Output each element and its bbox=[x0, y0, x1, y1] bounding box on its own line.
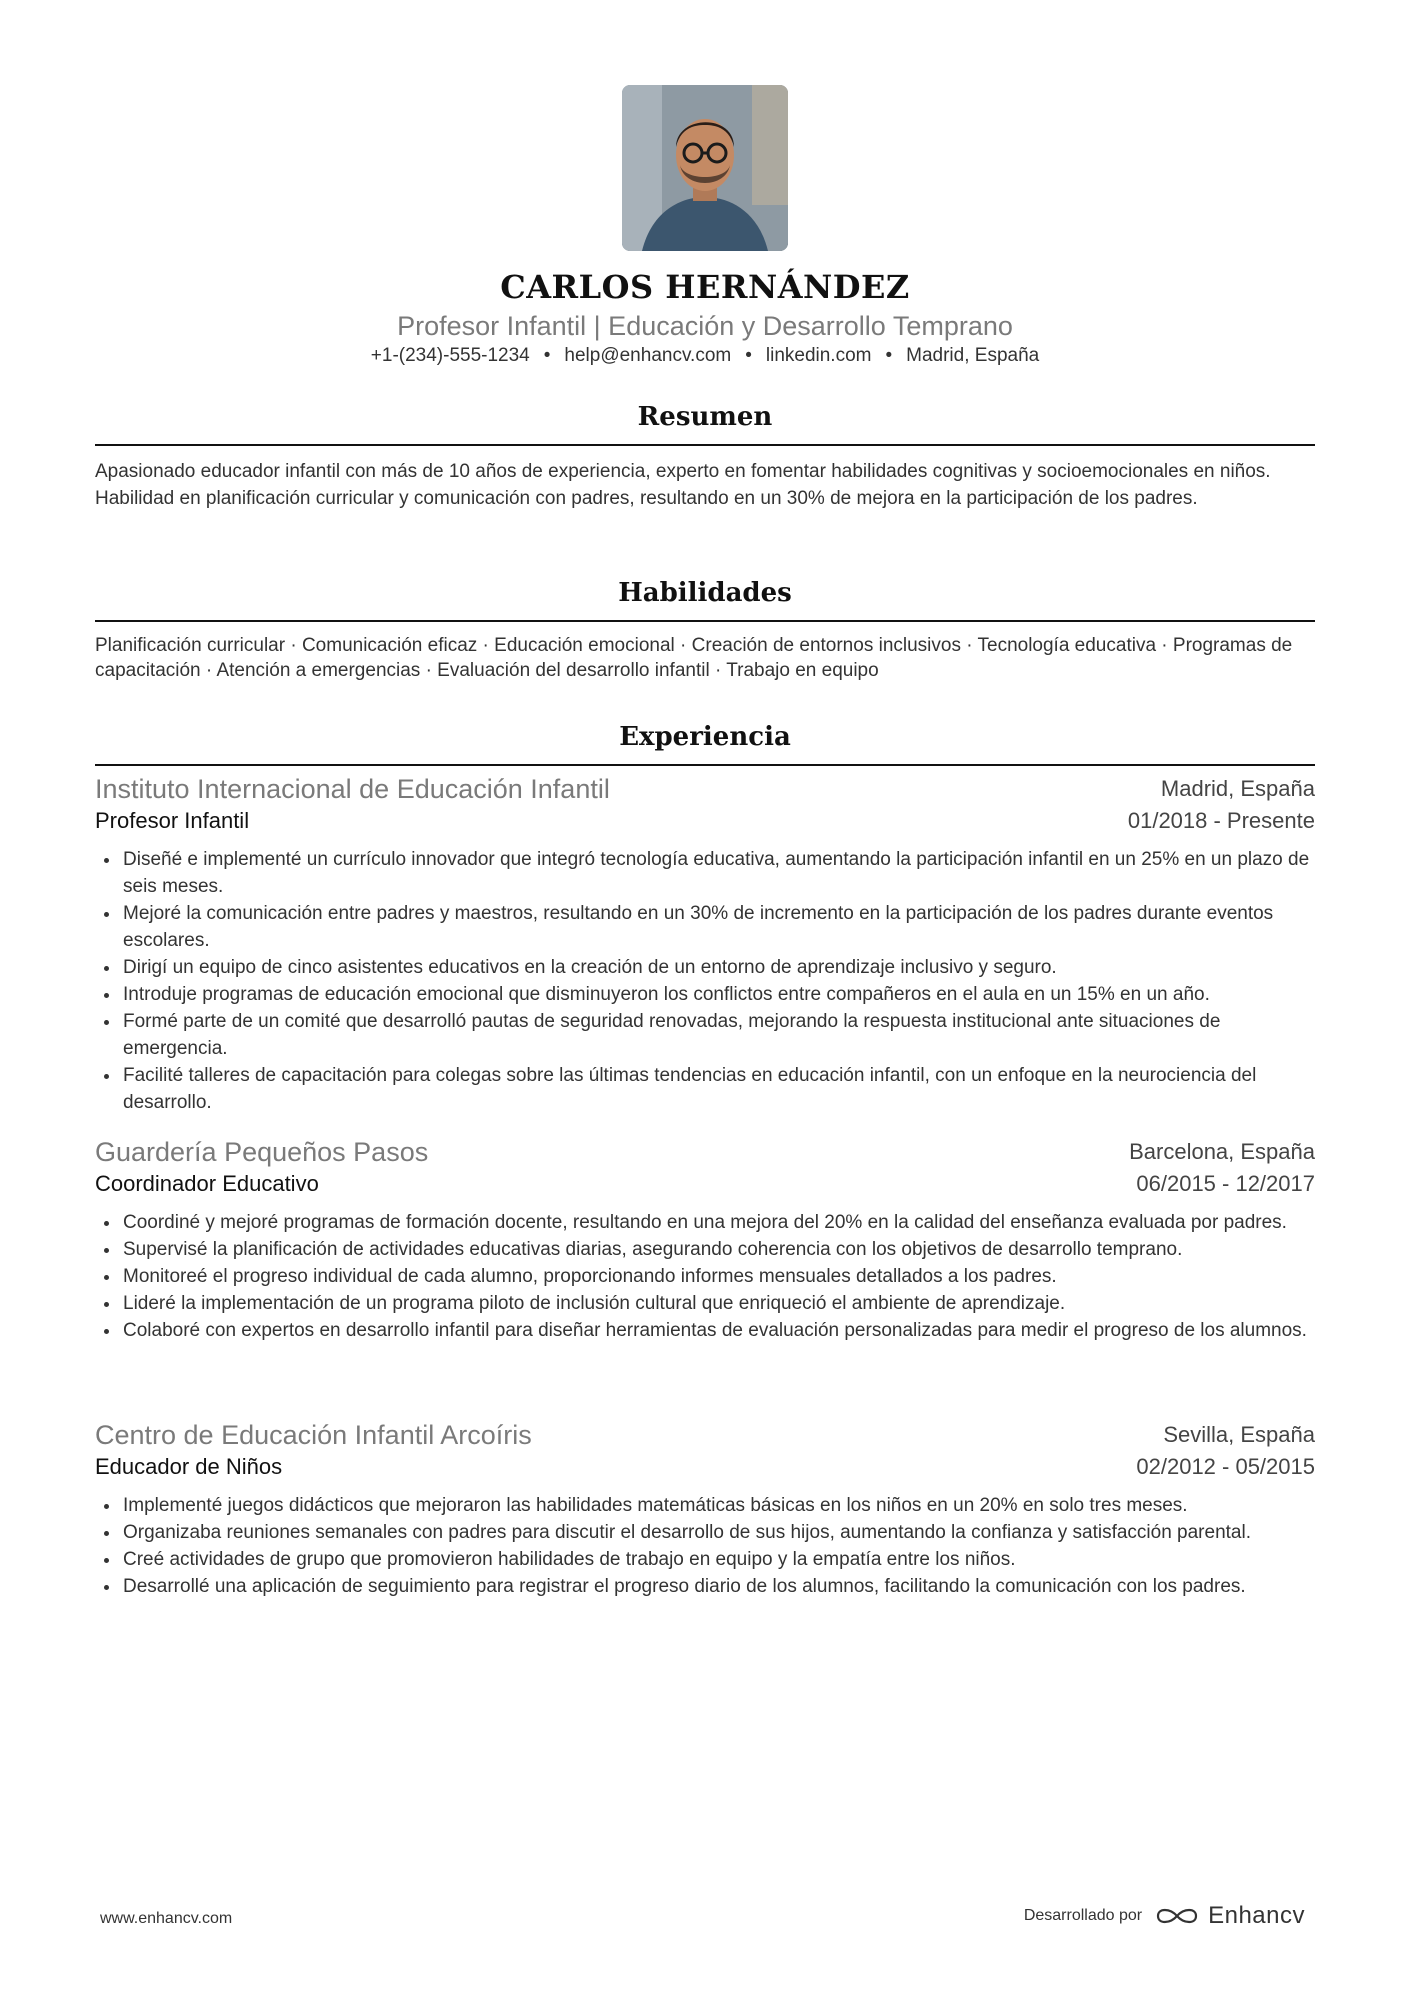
job-bullets bbox=[95, 1209, 1315, 1344]
bullet-item: Desarrollé una aplicación de seguimiento para registrar el progreso diario de los alumnos, facilitando la comunicación con los padres. bbox=[95, 1573, 1315, 1600]
job-bullets bbox=[95, 846, 1315, 1116]
profile-photo bbox=[622, 85, 788, 251]
job-location: Madrid, España bbox=[1160, 776, 1315, 801]
summary-heading: Resumen bbox=[637, 402, 773, 432]
bullet-item: Dirigí un equipo de cinco asistentes educativos en la creación de un entorno de aprendizaje inclusivo y seguro. bbox=[95, 954, 1315, 981]
job-location: Sevilla, España bbox=[1163, 1422, 1315, 1447]
email-link[interactable]: help@enhancv.com bbox=[564, 345, 732, 366]
candidate-headline: Profesor Infantil | Educación y Desarrollo Temprano bbox=[397, 311, 1013, 341]
job-entry bbox=[95, 1420, 1315, 1600]
resume-page bbox=[95, 0, 1315, 1995]
bullet-item: Diseñé e implementé un currículo innovador que integró tecnología educativa, aumentando la participación infantil en un 25% en un plazo de seis meses. bbox=[95, 846, 1315, 900]
enhancv-logo-icon bbox=[1154, 1904, 1200, 1928]
job-dates: 01/2018 - Presente bbox=[1127, 808, 1315, 833]
skills-heading: Habilidades bbox=[618, 578, 792, 608]
bullet-separator: • bbox=[885, 345, 893, 366]
bullet-separator: • bbox=[745, 345, 752, 366]
bullet-item: Supervisé la planificación de actividades educativas diarias, asegurando coherencia con los objetivos de desarrollo temprano. bbox=[95, 1236, 1315, 1263]
bullet-item: Formé parte de un comité que desarrolló pautas de seguridad renovadas, mejorando la respuesta institucional ante situaciones de emergencia. bbox=[95, 1008, 1315, 1062]
bullet-item: Monitoreé el progreso individual de cada alumno, proporcionando informes mensuales detallados a los padres. bbox=[95, 1263, 1315, 1290]
job-company: Instituto Internacional de Educación Infantil bbox=[95, 774, 610, 804]
summary-text: Apasionado educador infantil con más de 10 años de experiencia, experto en fomentar habilidades cognitivas y socioemocionales en niños. Habilidad en planificación curricular y comunicación con padres, resultando en un 30% de mejora en la participación de los padres. bbox=[95, 461, 1271, 509]
summary-divider bbox=[95, 444, 1315, 446]
job-bullets bbox=[95, 1492, 1315, 1600]
skills-list: Planificación curricular · Comunicación eficaz · Educación emocional · Creación de entornos inclusivos · Tecnología educativa · Programas de capacitación · Atención a emergencias · Evaluación del desarrollo infantil · Trabajo en equipo bbox=[95, 635, 1293, 681]
contact-line bbox=[95, 345, 1315, 367]
job-role: Educador de Niños bbox=[95, 1454, 283, 1479]
powered-by-label: Desarrollado por bbox=[1023, 1907, 1143, 1924]
skills-divider bbox=[95, 620, 1315, 622]
job-company: Centro de Educación Infantil Arcoíris bbox=[95, 1420, 532, 1450]
job-entry bbox=[95, 1137, 1315, 1344]
brand-name: Enhancv bbox=[1208, 1902, 1305, 1929]
bullet-item: Facilité talleres de capacitación para colegas sobre las últimas tendencias en educación infantil, con un enfoque en la neurociencia del desarrollo. bbox=[95, 1062, 1315, 1116]
bullet-item: Creé actividades de grupo que promovieron habilidades de trabajo en equipo y la empatía entre los niños. bbox=[95, 1546, 1315, 1573]
experience-heading: Experiencia bbox=[619, 722, 791, 752]
bullet-item: Introduje programas de educación emocional que disminuyeron los conflictos entre compañeros en el aula en un 15% en un año. bbox=[95, 981, 1315, 1008]
job-role: Profesor Infantil bbox=[95, 808, 250, 833]
experience-divider bbox=[95, 764, 1315, 766]
bullet-item: Mejoré la comunicación entre padres y maestros, resultando en un 30% de incremento en la participación de los padres durante eventos escolares. bbox=[95, 900, 1315, 954]
phone-text: +1-(234)-555-1234 bbox=[370, 345, 530, 366]
person-portrait-icon bbox=[622, 85, 788, 251]
job-company: Guardería Pequeños Pasos bbox=[95, 1137, 429, 1167]
brand-logo[interactable] bbox=[1154, 1902, 1305, 1930]
bullet-item: Lideré la implementación de un programa piloto de inclusión cultural que enriqueció el ambiente de aprendizaje. bbox=[95, 1290, 1315, 1317]
bullet-item: Implementé juegos didácticos que mejoraron las habilidades matemáticas básicas en los niños en un 20% en solo tres meses. bbox=[95, 1492, 1315, 1519]
job-role: Coordinador Educativo bbox=[95, 1171, 319, 1196]
footer-website-link[interactable]: www.enhancv.com bbox=[100, 1910, 233, 1927]
bullet-item: Colaboré con expertos en desarrollo infantil para diseñar herramientas de evaluación personalizadas para medir el progreso de los alumnos. bbox=[95, 1317, 1315, 1344]
job-dates: 06/2015 - 12/2017 bbox=[1136, 1171, 1315, 1196]
location-text: Madrid, España bbox=[906, 345, 1040, 366]
linkedin-link[interactable]: linkedin.com bbox=[765, 345, 872, 366]
candidate-name: CARLOS HERNÁNDEZ bbox=[500, 268, 910, 306]
footer-branding bbox=[1024, 1900, 1305, 1932]
job-location: Barcelona, España bbox=[1129, 1139, 1315, 1164]
bullet-item: Coordiné y mejoré programas de formación docente, resultando en una mejora del 20% en la calidad del enseñanza evaluada por padres. bbox=[95, 1209, 1315, 1236]
job-entry bbox=[95, 774, 1315, 1116]
bullet-item: Organizaba reuniones semanales con padres para discutir el desarrollo de sus hijos, aumentando la confianza y satisfacción parental. bbox=[95, 1519, 1315, 1546]
job-dates: 02/2012 - 05/2015 bbox=[1136, 1454, 1315, 1479]
bullet-separator: • bbox=[543, 345, 551, 366]
